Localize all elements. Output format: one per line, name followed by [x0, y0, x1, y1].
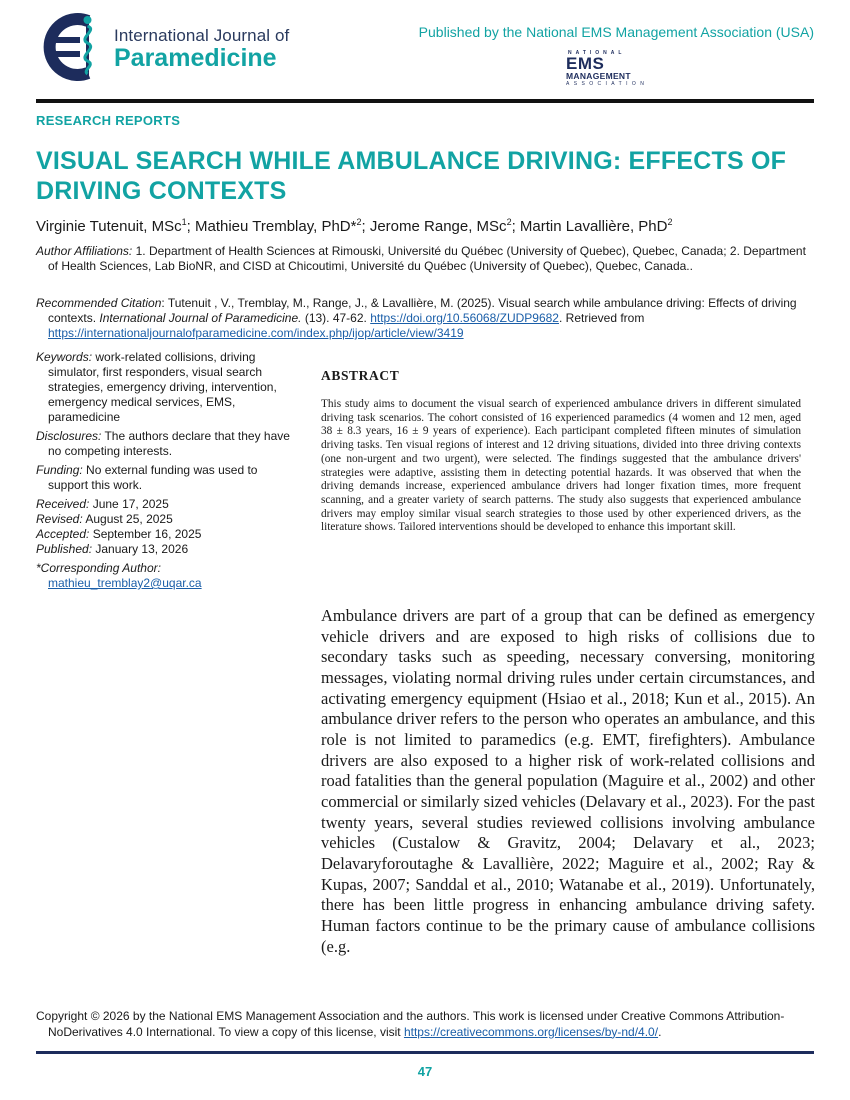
author-affiliation-mark: 2 [667, 217, 673, 227]
citation-text: Tutenuit , V., Tremblay, M., Range, J., & Lavallière, M. (2025). Visual search while ambulance driving: Effects of driving contexts. [48, 296, 797, 325]
copyright-text: Copyright © 2026 by the National EMS Management Association and the authors. This work is licensed under Creative Commons Attribution-NoDerivatives 4.0 International. To view a copy of this license, visit [36, 1009, 785, 1039]
revised-label: Revised: [36, 512, 83, 526]
keywords-label: Keywords: [36, 350, 93, 364]
citation-label: Recommended Citation [36, 296, 162, 310]
author-name: Jerome Range, MSc [369, 218, 507, 235]
license-link[interactable]: https://creativecommons.org/licenses/by-nd/4.0/ [403, 1024, 659, 1039]
published-value: January 13, 2026 [92, 542, 189, 556]
accepted-date [36, 527, 298, 542]
copyright-end: . [658, 1024, 662, 1039]
journal-logo-icon [36, 12, 106, 82]
funding-text: No external funding was used to support this work. [48, 463, 258, 492]
journal-name-line2: Paramedicine [114, 44, 277, 72]
nema-logo-association: ASSOCIATION [566, 81, 649, 87]
revised-date [36, 512, 298, 527]
body-paragraph: Ambulance drivers are part of a group that can be defined as emergency vehicle drivers and are exposed to high risks of collisions due to secondary tasks such as speeding, necessary conversing, monitoring messages, violating normal driving rules under certain circumstances, and activating emergency equipment (Hsiao et al., 2018; Kun et al., 2015). An ambulance driver refers to the person who operates an ambulance, and this role is not limited to paramedics (e.g. EMT, firefighters). Ambulance drivers are also exposed to a higher risk of work-related collisions and road fatalities than the general population (Maguire et al., 2002) and other commercial or similarly sized vehicles (Delavary et al., 2023). For the past twenty years, several studies reviewed collisions involving ambulance vehicles (Custalow & Gravitz, 2004; Delavary et al., 2023; Delavaryforoutaghe & Lavallière, 2022; Maguire et al., 2002; Ray & Kupas, 2007; Sanddal et al., 2010; Watanabe et al., 2019). Unfortunately, there has been little progress in enhancing ambulance driving safety. Human factors continue to be the primary cause of ambulance collisions (e.g. [321, 606, 815, 956]
abstract [321, 368, 801, 535]
author-affiliations [36, 244, 816, 274]
recommended-citation [36, 296, 816, 341]
author-name: Virginie Tutenuit, MSc [36, 218, 182, 235]
citation-retrieved: . Retrieved from [558, 311, 645, 325]
author-list [36, 217, 673, 235]
abstract-text: This study aims to document the visual search of experienced ambulance drivers in different simulated driving task scenarios. The cohort consisted of 16 experienced paramedics (4 women and 12 men, aged 38 ± 8.3 years, 16 ± 9 years of experience). Each participant completed fifteen minutes of simulation driving tasks. Ten visual regions of interest and 12 driving situations, divided into three driving contexts (one non-urgent and two urgent), were selected. The findings suggested that the ambulance drivers' strategies were adaptive, assisting them in detecting potential hazards. It was observed that when the driving demands increase, experienced ambulance drivers had longer fixation times, more frequent scanning, and a greater variety of search patterns. The study also suggests that experienced ambulance drivers may employ similar visual search strategies to those used by other experienced drivers, as the literature shows. Tailored interventions should be developed to enhance this important skill. [321, 398, 801, 534]
page-number: 47 [417, 1064, 433, 1079]
citation-volume-pages: (13). 47-62. [301, 311, 371, 325]
header-divider [36, 99, 814, 103]
corresponding-author [36, 561, 298, 591]
author-affiliation-mark: 2 [506, 217, 512, 227]
author-name: Mathieu Tremblay, PhD* [195, 218, 357, 235]
article-url-link[interactable]: https://internationaljournalofparamedicine.com/index.php/ijop/article/view/3419 [48, 326, 464, 340]
author-separator: ; [361, 218, 370, 235]
citation-colon: : [161, 296, 168, 310]
nema-logo-management: MANAGEMENT [566, 71, 631, 81]
keywords-text: work-related collisions, driving simulator, first responders, visual search strategies, emergency driving, intervention, emergency medical services, EMS, paramedicine [48, 350, 277, 424]
affiliations-label: Author Affiliations: [36, 244, 133, 258]
copyright-notice [36, 1009, 814, 1040]
accepted-value: September 16, 2025 [89, 527, 202, 541]
author-affiliation-mark: 1 [181, 217, 187, 227]
corresponding-label: *Corresponding Author: [36, 561, 161, 575]
disclosures-label: Disclosures: [36, 429, 102, 443]
received-label: Received: [36, 497, 90, 511]
author-separator: ; [186, 218, 195, 235]
article-sidebar [36, 350, 298, 595]
funding [36, 463, 298, 493]
published-date [36, 542, 298, 557]
funding-label: Funding: [36, 463, 83, 477]
published-label: Published: [36, 542, 93, 556]
disclosures-text: The authors declare that they have no competing interests. [48, 429, 290, 458]
received-value: June 17, 2025 [89, 497, 169, 511]
nema-logo-national: NATIONAL [568, 50, 626, 56]
journal-name-line1: International Journal of [114, 26, 290, 45]
author-name: Martin Lavallière, PhD [519, 218, 668, 235]
keywords [36, 350, 298, 425]
revised-value: August 25, 2025 [82, 512, 173, 526]
doi-link[interactable]: https://doi.org/10.56068/ZUDP9682 [370, 311, 559, 325]
accepted-label: Accepted: [36, 527, 90, 541]
citation-journal: International Journal of Paramedicine. [99, 311, 302, 325]
received-date [36, 497, 298, 512]
footer-divider [36, 1051, 814, 1054]
affiliations-text: 1. Department of Health Sciences at Rimouski, Université du Québec (University of Quebec), Quebec, Canada; 2. Department of Health Sciences, Lab BioNR, and CISD at Chicoutimi, Université du Québec (University of Quebec), Quebec, Canada.. [48, 244, 806, 273]
nema-logo-icon [566, 50, 650, 94]
disclosures [36, 429, 298, 459]
publisher-note: Published by the National EMS Management Association (USA) [418, 24, 814, 40]
abstract-heading: ABSTRACT [321, 368, 400, 383]
author-affiliation-mark: 2 [356, 217, 362, 227]
corresponding-email-link[interactable]: mathieu_tremblay2@uqar.ca [48, 576, 202, 590]
author-separator: ; [511, 218, 520, 235]
nema-logo-ems: EMS [566, 54, 605, 73]
article-title: VISUAL SEARCH WHILE AMBULANCE DRIVING: EFFECTS OF DRIVING CONTEXTS [36, 147, 787, 205]
section-label: RESEARCH REPORTS [36, 113, 181, 128]
page-header [36, 12, 814, 102]
